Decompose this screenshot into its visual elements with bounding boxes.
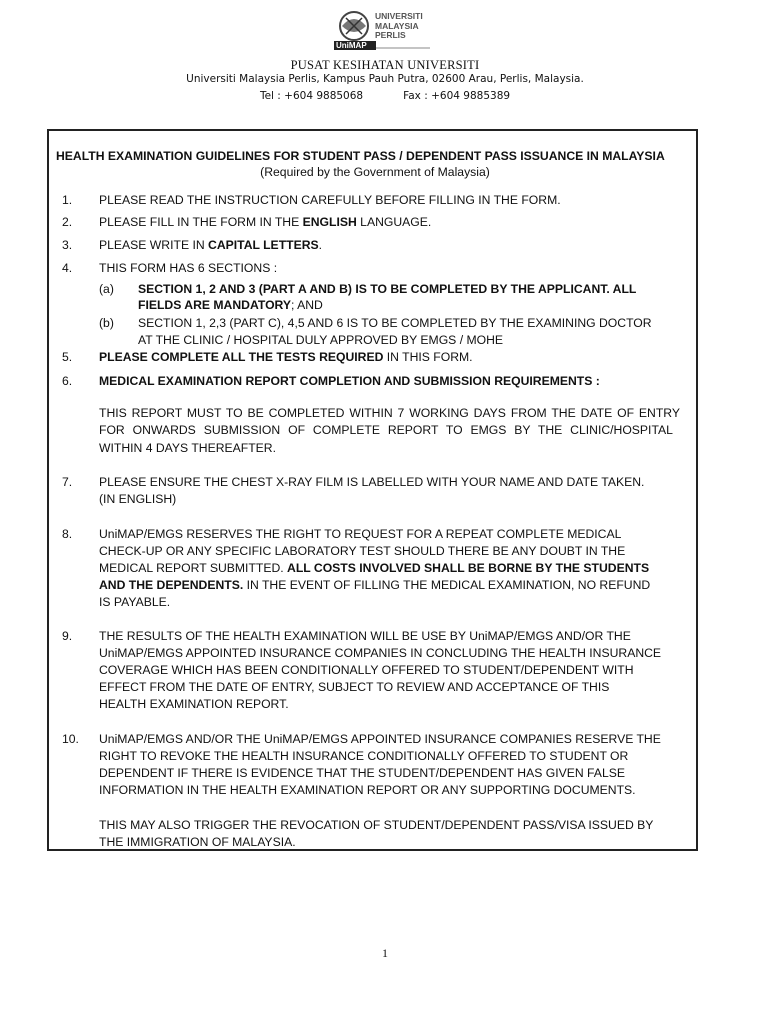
item-8-line-2: CHECK-UP OR ANY SPECIFIC LABORATORY TEST SHOULD THERE BE ANY DOUBT IN THE [99,544,626,558]
sub-item-b-label: (b) [99,316,114,330]
item-8-line-3-bold: ALL COSTS INVOLVED SHALL BE BORNE BY THE STUDENTS [287,561,650,575]
item-number-2: 2. [62,215,73,229]
item-8-line-3-plain: MEDICAL REPORT SUBMITTED. [99,561,288,575]
item-7-line-1: PLEASE ENSURE THE CHEST X-RAY FILM IS LABELLED WITH YOUR NAME AND DATE TAKEN. [99,475,645,489]
doc-subtitle: (Required by the Government of Malaysia) [260,165,490,179]
header-tel: Tel : +604 9885068 [259,90,364,102]
sub-item-a-bold: FIELDS ARE MANDATORY [138,298,292,312]
sub-item-a-tail: ; AND [291,298,323,312]
item-6-para-line-3: WITHIN 4 DAYS THEREAFTER. [99,441,276,455]
doc-title: HEALTH EXAMINATION GUIDELINES FOR STUDENT PASS / DEPENDENT PASS ISSUANCE IN MALAYSIA [56,149,665,163]
header-title: PUSAT KESIHATAN UNIVERSITI [290,58,480,72]
item-9-line-3: COVERAGE WHICH HAS BEEN CONDITIONALLY OFFERED TO STUDENT/DEPENDENT WITH [99,663,634,677]
item-text-1: PLEASE READ THE INSTRUCTION CAREFULLY BEFORE FILLING IN THE FORM. [99,193,561,207]
item-number-6: 6. [62,374,73,388]
sub-item-a-label: (a) [99,282,114,296]
item-3-part-a: PLEASE WRITE IN [99,238,209,252]
item-9-line-4: EFFECT FROM THE DATE OF ENTRY, SUBJECT TO REVIEW AND ACCEPTANCE OF THIS [99,680,610,694]
item-10-line-4: INFORMATION IN THE HEALTH EXAMINATION REPORT OR ANY SUPPORTING DOCUMENTS. [99,783,636,797]
item-10-para-line-2: THE IMMIGRATION OF MALAYSIA. [99,835,296,849]
item-number-3: 3. [62,238,73,252]
logo-line-2: MALAYSIA [375,20,419,31]
item-text-2 [99,214,431,231]
item-8-line-1: UniMAP/EMGS RESERVES THE RIGHT TO REQUEST FOR A REPEAT COMPLETE MEDICAL [99,527,622,541]
item-6-para-line-2: FOR ONWARDS SUBMISSION OF COMPLETE REPORT TO EMGS BY THE CLINIC/HOSPITAL [99,423,673,437]
logo-text [375,12,423,41]
item-number-7: 7. [62,475,73,489]
page-number: 1 [382,946,388,960]
sub-item-a-line-2 [138,297,323,314]
item-3-part-c: . [318,238,323,252]
sub-item-b-line-2: AT THE CLINIC / HOSPITAL DULY APPROVED BY EMGS / MOHE [138,333,504,347]
item-9-line-5: HEALTH EXAMINATION REPORT. [99,697,289,711]
item-text-3 [99,237,322,254]
item-10-line-3: DEPENDENT IF THERE IS EVIDENCE THAT THE STUDENT/DEPENDENT HAS GIVEN FALSE [99,766,625,780]
item-5-bold: PLEASE COMPLETE ALL THE TESTS REQUIRED [99,350,384,364]
item-8-line-5: IS PAYABLE. [99,595,171,609]
item-text-5 [99,349,473,366]
header-contact [0,90,770,102]
item-5-tail: IN THIS FORM. [383,350,473,364]
item-8-line-4-plain: IN THE EVENT OF FILLING THE MEDICAL EXAMINATION, NO REFUND [243,578,651,592]
item-number-9: 9. [62,629,73,643]
item-6-para-line-1: THIS REPORT MUST TO BE COMPLETED WITHIN 7 WORKING DAYS FROM THE DATE OF ENTRY [99,406,681,420]
item-text-4: THIS FORM HAS 6 SECTIONS : [99,261,278,275]
item-number-1: 1. [62,193,73,207]
header-fax: Fax : +604 9885389 [403,90,511,102]
item-number-8: 8. [62,527,73,541]
item-number-5: 5. [62,350,73,364]
item-3-bold: CAPITAL LETTERS [208,238,319,252]
item-7-line-2: (IN ENGLISH) [99,492,177,506]
item-number-10: 10. [62,732,79,746]
item-text-6: MEDICAL EXAMINATION REPORT COMPLETION AND SUBMISSION REQUIREMENTS : [99,374,600,388]
item-8-line-4 [99,577,650,594]
logo-line-1: UNIVERSITI [375,11,423,21]
sub-item-a-line-1: SECTION 1, 2 AND 3 (PART A AND B) IS TO BE COMPLETED BY THE APPLICANT. ALL [138,282,637,296]
header-address: Universiti Malaysia Perlis, Kampus Pauh Putra, 02600 Arau, Perlis, Malaysia. [186,73,584,85]
item-2-bold: ENGLISH [302,215,357,229]
item-9-line-2: UniMAP/EMGS APPOINTED INSURANCE COMPANIES IN CONCLUDING THE HEALTH INSURANCE [99,646,662,660]
item-10-line-1: UniMAP/EMGS AND/OR THE UniMAP/EMGS APPOINTED INSURANCE COMPANIES RESERVE THE [99,732,661,746]
item-10-para-line-1: THIS MAY ALSO TRIGGER THE REVOCATION OF STUDENT/DEPENDENT PASS/VISA ISSUED BY [99,818,654,832]
logo-line-3: PERLIS [375,30,406,40]
logo-mark: UniMAP [336,41,367,50]
item-9-line-1: THE RESULTS OF THE HEALTH EXAMINATION WILL BE USE BY UniMAP/EMGS AND/OR THE [99,629,631,643]
item-8-line-3 [99,560,649,577]
item-number-4: 4. [62,261,73,275]
item-2-part-c: LANGUAGE. [356,215,432,229]
item-2-part-a: PLEASE FILL IN THE FORM IN THE [99,215,303,229]
item-10-line-2: RIGHT TO REVOKE THE HEALTH INSURANCE CONDITIONALLY OFFERED TO STUDENT OR [99,749,629,763]
item-8-line-4-bold: AND THE DEPENDENTS. [99,578,244,592]
sub-item-b-line-1: SECTION 1, 2,3 (PART C), 4,5 AND 6 IS TO BE COMPLETED BY THE EXAMINING DOCTOR [138,316,652,330]
